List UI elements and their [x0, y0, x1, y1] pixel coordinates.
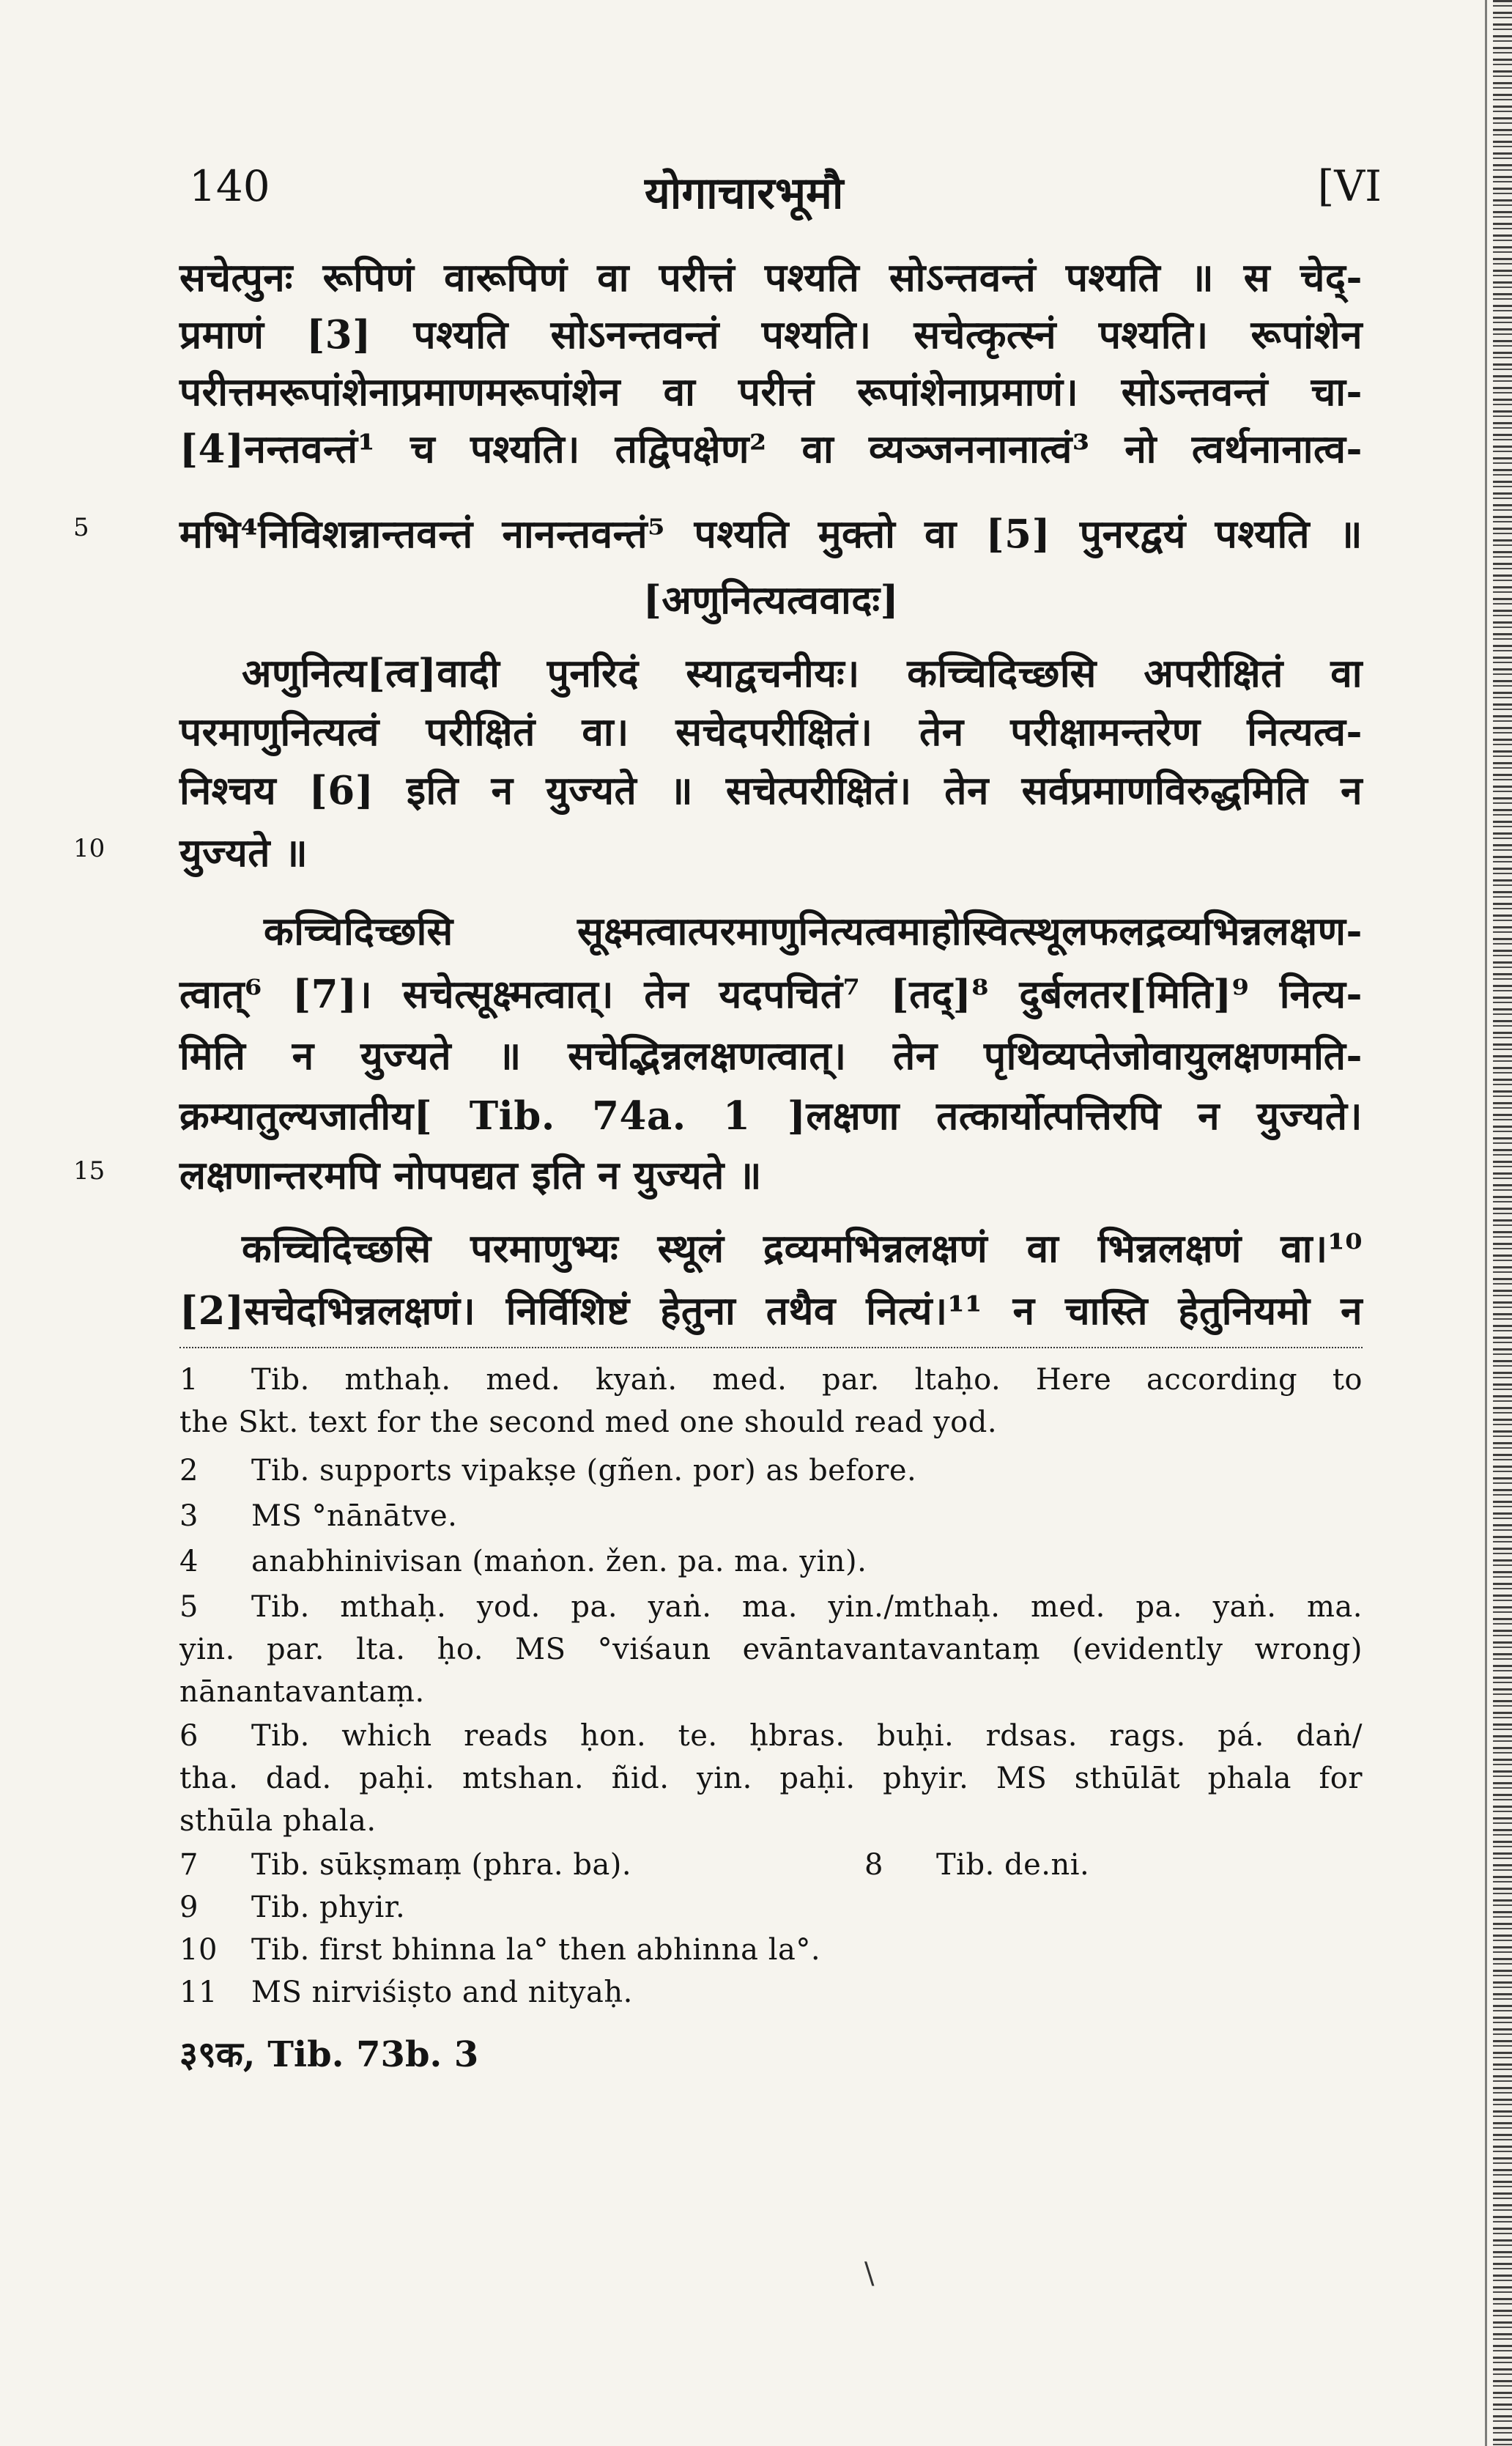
page-edge-line — [1485, 0, 1487, 2446]
text-line: मिति न युज्यते ॥ सचेद्भिन्नलक्षणत्वात्। तेन पृथिव्यप्तेजोवायुलक्षणमति- — [179, 1033, 1363, 1079]
section-marker: [VI — [1317, 161, 1382, 211]
section-heading: [अणुनित्यत्ववादः] — [642, 577, 900, 623]
footnote-number: 6 — [179, 1719, 199, 1753]
text-line: क्रम्यातुल्यजातीय[ Tib. 74a. 1 ]लक्षणा तत्कार्योत्पत्तिरपि न युज्यते। — [179, 1093, 1363, 1139]
footnote-number: 11 — [179, 1976, 218, 2009]
footnote-text: Tib. first bhinna la° then abhinna la°. — [251, 1933, 821, 1967]
text-line: युज्यते ॥ — [179, 830, 308, 876]
footnote-number: 5 — [179, 1590, 199, 1624]
stray-mark: \ — [864, 2257, 875, 2291]
line-number: 5 — [73, 513, 89, 542]
footnote-text: anabhinivisan (maṅon. žen. pa. ma. yin). — [251, 1545, 867, 1578]
footnote — [179, 1545, 1363, 1578]
text-line: त्वात्⁶ [7]। सचेत्सूक्ष्मत्वात्। तेन यदपचितं⁷ [तद्]⁸ दुर्बलतर[मिति]⁹ नित्य- — [179, 972, 1363, 1017]
text-line: कच्चिदिच्छसि सूक्ष्मत्वात्परमाणुनित्यत्वमाहोस्वित्स्थूलफलद्रव्यभिन्नलक्षण- — [264, 909, 1363, 954]
footnote-number: 10 — [179, 1933, 218, 1967]
footnote-continuation: tha. dad. paḥi. mtshan. ñid. yin. paḥi. phyir. MS sthūlāt phala for — [179, 1762, 1363, 1795]
text-line: प्रमाणं [3] पश्यति सोऽनन्तवन्तं पश्यति। सचेत्कृत्स्नं पश्यति। रूपांशेन — [179, 312, 1363, 358]
footnote — [179, 1976, 1363, 2009]
footnote-text: MS °nānātve. — [251, 1499, 458, 1533]
footnote-number: 3 — [179, 1499, 199, 1533]
footnote-number: 2 — [179, 1454, 199, 1488]
footnote-text: MS nirviśiṣto and nityaḥ. — [251, 1976, 633, 2009]
footnote-continuation: nānantavantaṃ. — [179, 1675, 425, 1709]
footnote-text: Tib. supports vipakṣe (gñen. por) as before. — [251, 1454, 917, 1488]
footnote-number: 7 — [179, 1848, 199, 1882]
footnote — [179, 1499, 1363, 1533]
footnote-separator — [179, 1347, 1363, 1348]
text-line: अणुनित्य[त्व]वादी पुनरिदं स्याद्वचनीयः। कच्चिदिच्छसि अपरीक्षितं वा — [242, 651, 1363, 696]
footnote-continuation: yin. par. lta. ḥo. MS °viśaun evāntavantavantaṃ (evidently wrong) — [179, 1633, 1363, 1666]
footnote — [179, 1933, 1363, 1967]
footnote-text: Tib. phyir. — [251, 1891, 406, 1924]
footnote-text: Tib. mthaḥ. yod. pa. yaṅ. ma. yin./mthaḥ. med. pa. yaṅ. ma. — [251, 1590, 1363, 1624]
footnote-text: Tib. which reads ḥon. te. ḥbras. buḥi. rdsas. rags. pá. daṅ/ — [251, 1719, 1363, 1753]
footnote-number: 4 — [179, 1545, 199, 1578]
line-number: 15 — [73, 1156, 105, 1186]
text-line: लक्षणान्तरमपि नोपपद्यत इति न युज्यते ॥ — [179, 1153, 763, 1198]
text-line: परीत्तमरूपांशेनाप्रमाणमरूपांशेन वा परीत्तं रूपांशेनाप्रमाणं। सोऽन्तवन्तं चा- — [179, 369, 1363, 415]
footnote-number: 8 — [864, 1848, 883, 1882]
footnote-continuation: sthūla phala. — [179, 1804, 377, 1838]
footnote-continuation: the Skt. text for the second med one should read yod. — [179, 1405, 998, 1439]
text-line: परमाणुनित्यत्वं परीक्षितं वा। सचेदपरीक्षितं। तेन परीक्षामन्तरेण नित्यत्व- — [179, 709, 1363, 755]
text-line: [4]नन्तवन्तं¹ च पश्यति। तद्विपक्षेण² वा व्यञ्जननानात्वं³ नो त्वर्थनानात्व- — [179, 426, 1363, 472]
footnote — [179, 1454, 1363, 1488]
line-number: 10 — [73, 834, 105, 863]
page-number: 140 — [189, 161, 270, 211]
book-spine-edge — [1493, 0, 1512, 2446]
footnote — [179, 1891, 1363, 1924]
text-line: मभि⁴निविशन्नान्तवन्तं नानन्तवन्तं⁵ पश्यति मुक्तो वा [5] पुनरद्वयं पश्यति ॥ — [179, 511, 1363, 557]
page-reference: ३९क, Tib. 73b. 3 — [179, 2034, 479, 2075]
footnote-number: 9 — [179, 1891, 199, 1924]
footnote — [864, 1848, 1363, 1882]
footnote-number: 1 — [179, 1363, 199, 1397]
text-line: [2]सचेदभिन्नलक्षणं। निर्विशिष्टं हेतुना तथैव नित्यं।¹¹ न चास्ति हेतुनियमो न — [179, 1288, 1363, 1334]
footnote-text: Tib. sūkṣmaṃ (phra. ba). — [251, 1848, 632, 1882]
text-line: सचेत्पुनः रूपिणं वारूपिणं वा परीत्तं पश्यति सोऽन्तवन्तं पश्यति ॥ स चेद्- — [179, 255, 1363, 300]
text-line: कच्चिदिच्छसि परमाणुभ्यः स्थूलं द्रव्यमभिन्नलक्षणं वा भिन्नलक्षणं वा।¹⁰ — [242, 1226, 1363, 1271]
text-line: निश्चय [6] इति न युज्यते ॥ सचेत्परीक्षितं। तेन सर्वप्रमाणविरुद्धमिति न — [179, 768, 1363, 813]
footnote — [179, 1363, 1363, 1397]
running-title: योगाचारभूमौ — [645, 168, 844, 219]
footnote-text: Tib. mthaḥ. med. kyaṅ. med. par. ltaḥo. Here according to — [251, 1363, 1363, 1397]
footnote — [179, 1590, 1363, 1624]
footnote-text: Tib. de.ni. — [936, 1848, 1090, 1882]
footnote — [179, 1719, 1363, 1753]
